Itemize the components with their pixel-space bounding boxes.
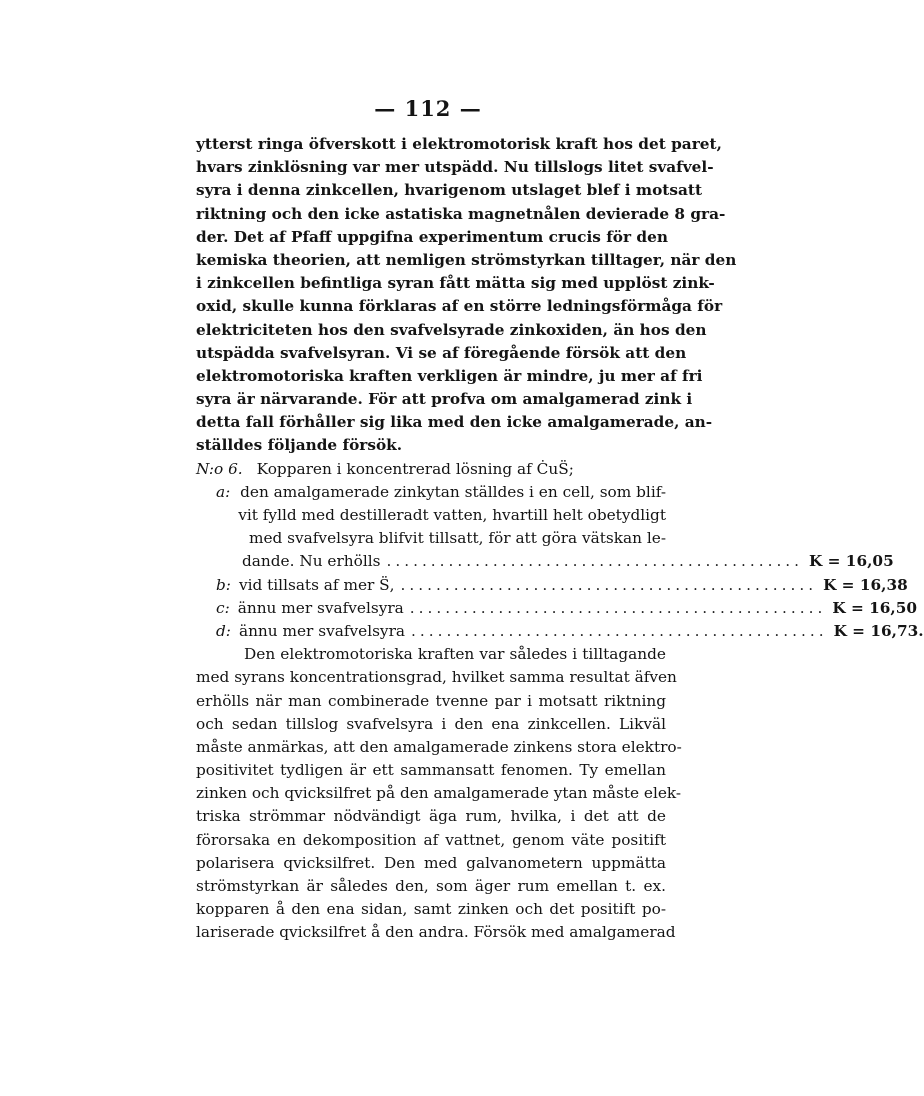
measurement-value: K = 16,73. [833, 621, 924, 640]
text-line: kopparen å den ena sidan, samt zinken och det positift po- [196, 900, 666, 919]
experiment-item-a-line [196, 527, 666, 550]
experiment-item-d [196, 620, 924, 643]
item-label: a: [216, 482, 231, 501]
text-line: erhölls när man combinerade tvenne par i motsatt riktning [196, 691, 666, 710]
experiment-item-b [196, 574, 908, 597]
item-text: dande. Nu erhölls [242, 552, 381, 571]
paragraph-1 [196, 133, 737, 458]
item-label: c: [216, 598, 230, 617]
measurement-value: K = 16,38 [823, 575, 908, 594]
experiment-title: Kopparen i koncentrerad lösning af ĊuS̈; [256, 459, 574, 478]
page-body [196, 133, 924, 945]
page-number: — 112 — [374, 96, 482, 121]
text-line: med syrans koncentrationsgrad, hvilket samma resultat äfven [196, 668, 677, 687]
dot-leader: ............................................... [409, 598, 827, 617]
text-line: polarisera qvicksilfret. Den med galvanometern uppmätta [196, 853, 666, 872]
dot-leader: ............................................... [386, 552, 804, 571]
text-line: ytterst ringa öfverskott i elektromotorisk kraft hos det paret, [196, 135, 722, 153]
experiment-number: N:o 6. [196, 459, 243, 478]
experiment-heading [196, 458, 666, 481]
text-line: riktning och den icke astatiska magnetnålen devierade 8 gra- [196, 204, 726, 223]
text-line: ställdes följande försök. [196, 436, 403, 455]
text-line: Den elektromotoriska kraften var således i tilltagande [244, 645, 666, 664]
item-text: med svafvelsyra blifvit tillsatt, för att göra vätskan le- [248, 529, 666, 548]
text-line: förorsaka en dekomposition af vattnet, genom väte positift [196, 830, 666, 849]
measurement-value: K = 16,50 [832, 598, 918, 617]
text-line: der. Det af Pfaff uppgifna experimentum crucis för den [196, 227, 668, 246]
text-line: positivitet tydligen är ett sammansatt fenomen. Ty emellan [196, 761, 666, 780]
text-line: syra i denna zinkcellen, hvarigenom utslaget blef i motsatt [196, 181, 703, 200]
item-text: vit fylld med destilleradt vatten, hvartill helt obetydligt [238, 506, 666, 524]
item-text: ännu mer svafvelsyra [238, 621, 406, 640]
item-text: ännu mer svafvelsyra [237, 598, 404, 617]
item-label: b: [216, 575, 231, 594]
text-line: hvars zinklösning var mer utspädd. Nu tillslogs litet svafvel- [196, 158, 714, 177]
text-line: och sedan tillslog svafvelsyra i den ena zinkcellen. Likväl [196, 714, 666, 733]
text-line: kemiska theorien, att nemligen strömstyrkan tilltager, när den [196, 250, 737, 269]
item-text: den amalgamerade zinkytan ställdes i en cell, som blif- [240, 482, 666, 501]
dot-leader: ............................................... [411, 621, 828, 640]
text-line: zinken och qvicksilfret på den amalgamerade ytan måste elek- [196, 784, 682, 803]
experiment-item-a-result [196, 550, 894, 573]
measurement-value: K = 16,05 [809, 552, 894, 571]
dot-leader: ............................................... [400, 575, 818, 594]
text-line: lariserade qvicksilfret å den andra. Försök med amalgamerad [196, 923, 676, 942]
text-line: oxid, skulle kunna förklaras af en större ledningsförmåga för [196, 297, 723, 316]
text-line: i zinkcellen befintliga syran fått mätta sig med upplöst zink- [196, 274, 715, 293]
paragraph-2 [196, 643, 682, 944]
experiment-item-c [196, 597, 918, 620]
text-line: elektromotoriska kraften verkligen är mindre, ju mer af fri [196, 366, 703, 385]
text-line: måste anmärkas, att den amalgamerade zinkens stora elektro- [196, 737, 682, 756]
item-label: d: [216, 621, 231, 640]
item-text: vid tillsats af mer S̈, [238, 575, 395, 594]
text-line: triska strömmar nödvändigt äga rum, hvilka, i det att de [196, 807, 666, 826]
text-line: detta fall förhåller sig lika med den icke amalgamerade, an- [196, 413, 713, 432]
text-line: elektriciteten hos den svafvelsyrade zinkoxiden, än hos den [196, 320, 707, 339]
text-line: utspädda svafvelsyran. Vi se af föregående försök att den [196, 343, 687, 362]
experiment-item-a-line [196, 504, 666, 527]
text-line: syra är närvarande. För att profva om amalgamerad zink i [196, 390, 693, 409]
experiment-item-a-line [196, 481, 666, 504]
text-line: strömstyrkan är således den, som äger rum emellan t. ex. [196, 877, 666, 895]
